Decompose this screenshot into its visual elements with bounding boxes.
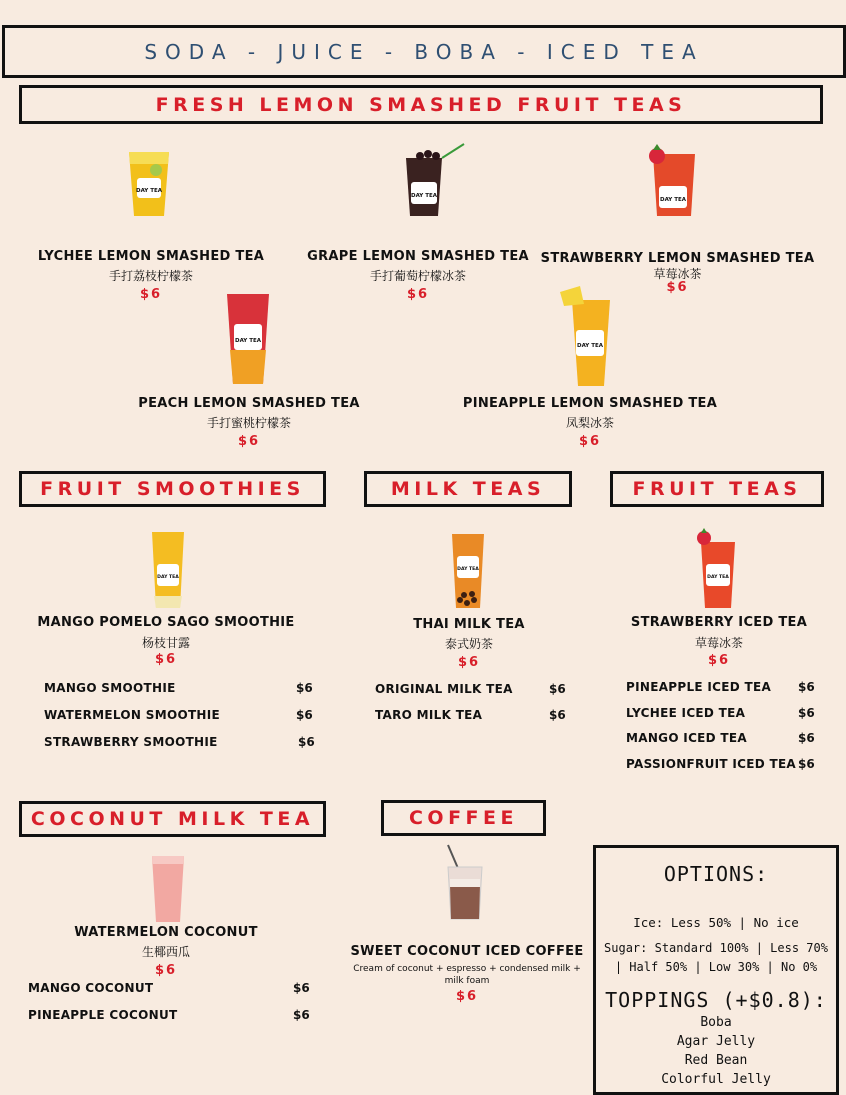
item-price-grape: $6 (406, 287, 430, 302)
list-item-name: MANGO ICED TEA (626, 731, 747, 745)
ice-option: Ice: Less 50% | No ice (633, 915, 799, 930)
section-title-milk-teas (364, 471, 572, 507)
featured-price-smoothie: $6 (154, 652, 178, 667)
list-item-name: PINEAPPLE ICED TEA (626, 680, 772, 694)
top-banner (2, 25, 846, 78)
featured-name-milk-tea: THAI MILK TEA (413, 617, 525, 632)
section-title-coconut-text: COCONUT MILK TEA (30, 808, 315, 830)
list-item-price: $6 (549, 708, 566, 722)
featured-name-coffee: SWEET COCONUT ICED COFFEE (350, 944, 584, 959)
section-title-milk-teas-text: MILK TEAS (390, 478, 546, 500)
section-title-fruit-teas-text: FRUIT TEAS (632, 478, 802, 500)
sugar-option-line2: | Half 50% | Low 30% | No 0% (614, 960, 818, 974)
list-item-price: $6 (296, 708, 313, 722)
section-title-smoothies-text: FRUIT SMOOTHIES (40, 478, 305, 500)
item-cn-pineapple-lemon: 凤梨冰茶 (565, 416, 614, 430)
list-item-price: $6 (296, 681, 313, 695)
item-name-lychee: LYCHEE LEMON SMASHED TEA (37, 249, 265, 264)
lychee-tea-icon (126, 148, 172, 218)
section-title-coconut (19, 801, 326, 837)
item-cn-lychee: 手打荔枝柠檬茶 (108, 269, 193, 283)
item-price-pineapple-lemon: $6 (578, 434, 602, 449)
section-title-smoothies (19, 471, 326, 507)
iced-coffee-icon (444, 843, 486, 921)
strawberry-lemon-tea-icon (643, 142, 699, 218)
list-item-name: TARO MILK TEA (375, 708, 483, 722)
topping-item: Red Bean (684, 1053, 748, 1068)
list-item-price: $6 (798, 757, 815, 771)
sugar-option: Sugar: Standard 100% | Less 70% (604, 941, 828, 955)
item-name-strawberry-lemon: STRAWBERRY LEMON SMASHED TEA (540, 251, 815, 266)
topping-item: Colorful Jelly (661, 1072, 771, 1087)
featured-name-fruit-tea: STRAWBERRY ICED TEA (630, 615, 808, 630)
cup-label: DAY TEA (157, 575, 179, 580)
options-title: OPTIONS: (663, 862, 769, 886)
featured-cn-smoothie: 杨枝甘露 (141, 636, 190, 650)
item-name-peach: PEACH LEMON SMASHED TEA (138, 396, 360, 411)
list-item-price: $6 (798, 731, 815, 745)
list-item-name: ORIGINAL MILK TEA (375, 682, 513, 696)
mango-smoothie-icon (150, 528, 186, 610)
cup-label: DAY TEA (457, 567, 479, 572)
item-name-pineapple-lemon: PINEAPPLE LEMON SMASHED TEA (462, 396, 718, 411)
section-title-coffee (381, 800, 546, 836)
featured-cn-fruit-tea: 草莓冰茶 (694, 636, 743, 650)
list-item-price: $6 (798, 680, 815, 694)
featured-price-coffee: $6 (455, 989, 479, 1004)
featured-price-coconut: $6 (154, 963, 178, 978)
watermelon-coconut-icon (150, 852, 186, 924)
featured-cn-coconut: 生椰西瓜 (141, 945, 190, 959)
toppings-title: TOPPINGS (+$0.8): (605, 988, 827, 1012)
item-price-lychee: $6 (139, 287, 163, 302)
peach-tea-icon (225, 290, 271, 386)
featured-name-smoothie: MANGO POMELO SAGO SMOOTHIE (37, 615, 295, 630)
list-item-price: $6 (798, 706, 815, 720)
cup-label: DAY TEA (411, 193, 437, 199)
item-price-peach: $6 (237, 434, 261, 449)
item-cn-grape: 手打葡萄柠檬冰茶 (369, 269, 466, 283)
list-item-price: $6 (293, 981, 310, 995)
list-item-name: LYCHEE ICED TEA (626, 706, 746, 720)
list-item-name: WATERMELON SMOOTHIE (44, 708, 221, 722)
item-cn-peach: 手打蜜桃柠檬茶 (206, 416, 291, 430)
options-box (593, 845, 839, 1095)
list-item-name: STRAWBERRY SMOOTHIE (44, 735, 218, 749)
grape-tea-icon (402, 142, 470, 218)
thai-milk-tea-icon (450, 530, 486, 610)
list-item-name: MANGO SMOOTHIE (44, 681, 176, 695)
list-item-name: PASSIONFRUIT ICED TEA (626, 757, 797, 771)
section-title-coffee-text: COFFEE (408, 807, 518, 829)
item-name-grape: GRAPE LEMON SMASHED TEA (307, 249, 529, 264)
section-title-fresh-text: FRESH LEMON SMASHED FRUIT TEAS (155, 93, 687, 116)
featured-cn-milk-tea: 泰式奶茶 (444, 637, 493, 651)
banner-text: SODA - JUICE - BOBA - ICED TEA (144, 39, 704, 64)
featured-name-coconut: WATERMELON COCONUT (74, 925, 258, 940)
featured-desc-coffee: Cream of coconut + espresso + condensed milk + (353, 964, 581, 974)
cup-label: DAY TEA (136, 188, 162, 194)
section-title-fruit-teas (610, 471, 824, 507)
cup-label: DAY TEA (707, 575, 729, 580)
topping-item: Boba (700, 1015, 732, 1030)
list-item-price: $6 (549, 682, 566, 696)
list-item-price: $6 (293, 1008, 310, 1022)
strawberry-iced-tea-icon (695, 528, 739, 610)
pineapple-tea-icon (558, 284, 614, 388)
featured-price-fruit-tea: $6 (707, 653, 731, 668)
list-item-name: MANGO COCONUT (28, 981, 154, 995)
cup-label: DAY TEA (577, 343, 603, 349)
item-cn-strawberry-lemon: 草莓冰茶 (653, 267, 702, 281)
topping-item: Agar Jelly (676, 1034, 756, 1049)
featured-price-milk-tea: $6 (457, 655, 481, 670)
item-price-strawberry-lemon: $6 (666, 280, 689, 295)
list-item-price: $6 (298, 735, 315, 749)
list-item-name: PINEAPPLE COCONUT (28, 1008, 178, 1022)
featured-desc-coffee-line2: milk foam (444, 976, 490, 986)
cup-label: DAY TEA (235, 338, 261, 344)
section-title-fresh (19, 85, 823, 124)
cup-label: DAY TEA (660, 197, 686, 203)
